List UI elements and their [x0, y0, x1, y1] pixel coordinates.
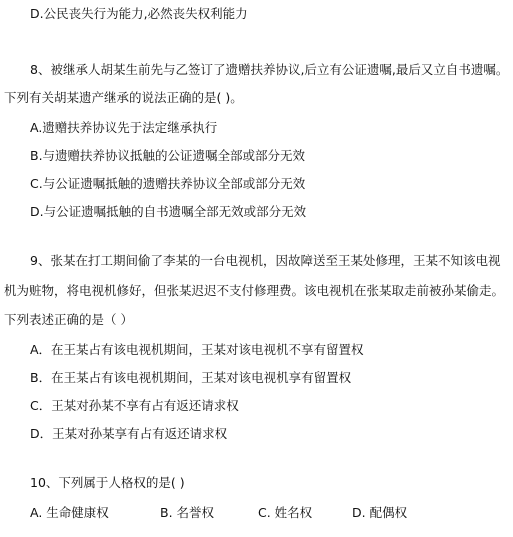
q9-stem-line-3: 下列表述正确的是（ ） — [4, 312, 133, 327]
q10-option-c: C. 姓名权 — [258, 505, 313, 520]
q8-option-b: B.与遗赠扶养协议抵触的公证遗嘱全部或部分无效 — [30, 148, 306, 163]
prev-question-option-d: D.公民丧失行为能力,必然丧失权利能力 — [30, 6, 248, 21]
q10-option-b: B. 名誉权 — [160, 505, 215, 520]
q10-stem: 10、下列属于人格权的是( ) — [30, 475, 185, 490]
q9-stem-line-2: 机为赃物，将电视机修好，但张某迟迟不支付修理费。该电视机在张某取走前被孙某偷走。 — [4, 283, 505, 298]
q10-option-a: A. 生命健康权 — [30, 505, 109, 520]
q10-options-row — [30, 505, 490, 523]
q9-option-a: A．在王某占有该电视机期间，王某对该电视机不享有留置权 — [30, 342, 364, 357]
q9-option-c: C．王某对孙某不享有占有返还请求权 — [30, 398, 239, 413]
q9-option-d: D．王某对孙某享有占有返还请求权 — [30, 426, 228, 441]
q10-option-d: D. 配偶权 — [352, 505, 408, 520]
q9-option-b: B．在王某占有该电视机期间，王某对该电视机享有留置权 — [30, 370, 352, 385]
q8-stem-line-2: 下列有关胡某遗产继承的说法正确的是( )。 — [4, 90, 243, 105]
q8-option-a: A.遗赠扶养协议先于法定继承执行 — [30, 120, 218, 135]
q9-stem-line-1: 9、张某在打工期间偷了李某的一台电视机，因故障送至王某处修理，王某不知该电视 — [30, 253, 501, 268]
q8-stem-line-1: 8、被继承人胡某生前先与乙签订了遗赠扶养协议,后立有公证遗嘱,最后又立自书遗嘱。 — [30, 62, 509, 77]
q8-option-d: D.与公证遗嘱抵触的自书遗嘱全部无效或部分无效 — [30, 204, 307, 219]
q8-option-c: C.与公证遗嘱抵触的遗赠扶养协议全部或部分无效 — [30, 176, 306, 191]
